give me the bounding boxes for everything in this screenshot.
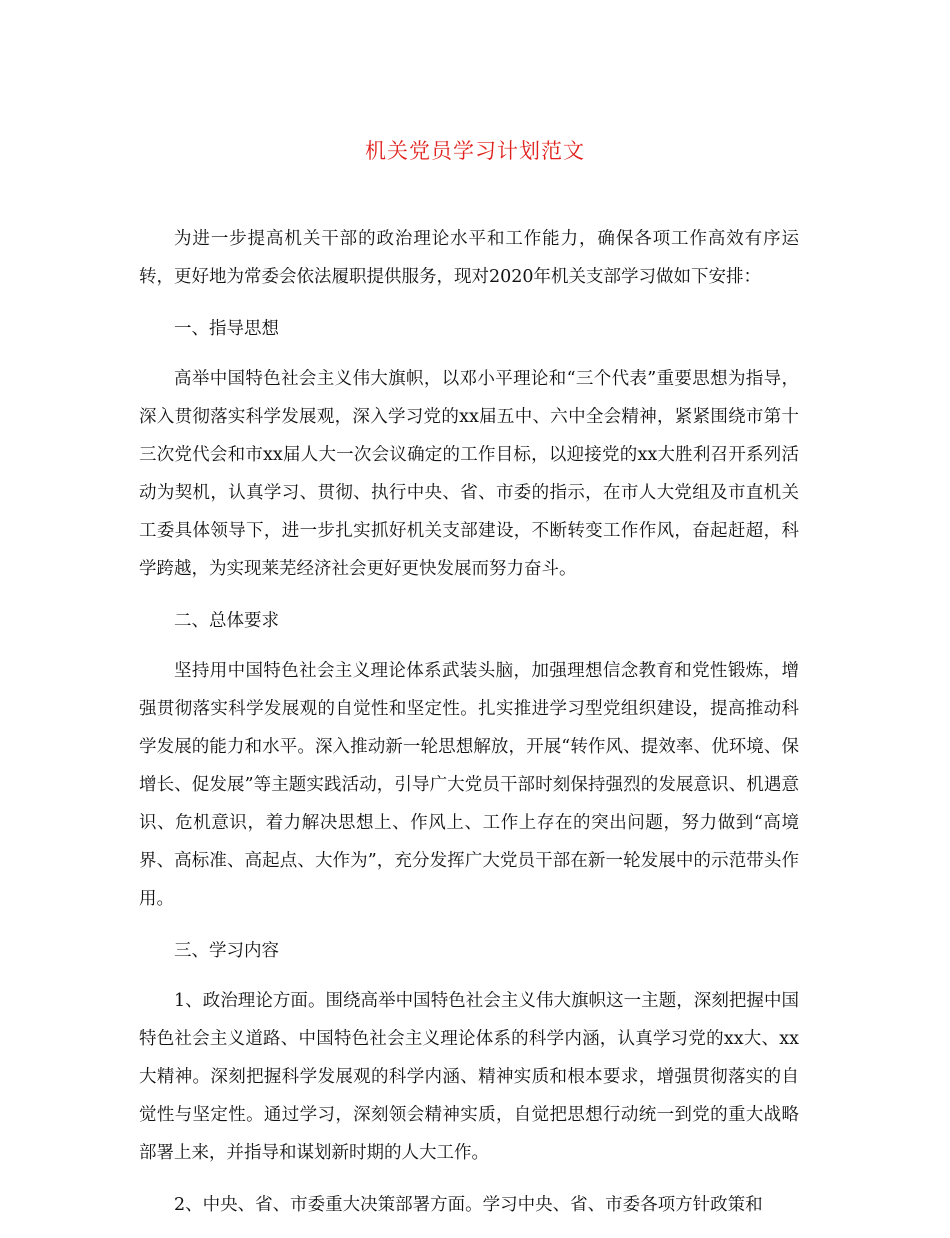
study-item-central-decisions: 2、中央、省、市委重大决策部署方面。学习中央、省、市委各项方针政策和 xyxy=(174,1195,763,1215)
intro-paragraph: 为进一步提高机关干部的政治理论水平和工作能力，确保各项工作高效有序运转，更好地为常委会依法履职提供服务，现对2020年机关支部学习做如下安排： xyxy=(139,229,799,287)
study-item-political-theory: 1、政治理论方面。围绕高举中国特色社会主义伟大旗帜这一主题，深刻把握中国特色社会主义道路、中国特色社会主义理论体系的科学内涵，认真学习党的xx大、xx大精神。深刻把握科学发展观的科学内涵、精神实质和根本要求，增强贯彻落实的自觉性与坚定性。通过学习，深刻领会精神实质，自觉把思想行动统一到党的重大战略部署上来，并指导和谋划新时期的人大工作。 xyxy=(139,991,799,1163)
document-title: 机关党员学习计划范文 xyxy=(365,139,585,163)
section-heading-study-content: 三、学习内容 xyxy=(174,941,279,961)
section-heading-general-requirements: 二、总体要求 xyxy=(174,611,279,631)
section-paragraph-general-requirements: 坚持用中国特色社会主义理论体系武装头脑，加强理想信念教育和党性锻炼，增强贯彻落实科学发展观的自觉性和坚定性。扎实推进学习型党组织建设，提高推动科学发展的能力和水平。深入推动新一轮思想解放，开展“转作风、提效率、优环境、保增长、促发展”等主题实践活动，引导广大党员干部时刻保持强烈的发展意识、机遇意识、危机意识，着力解决思想上、作风上、工作上存在的突出问题，努力做到“高境界、高标准、高起点、大作为”，充分发挥广大党员干部在新一轮发展中的示范带头作用。 xyxy=(139,661,799,909)
section-paragraph-guiding-ideology: 高举中国特色社会主义伟大旗帜，以邓小平理论和“三个代表”重要思想为指导，深入贯彻落实科学发展观，深入学习党的xx届五中、六中全会精神，紧紧围绕市第十三次党代会和市xx届人大一次会议确定的工作目标，以迎接党的xx大胜利召开系列活动为契机，认真学习、贯彻、执行中央、省、市委的指示，在市人大党组及市直机关工委具体领导下，进一步扎实抓好机关支部建设，不断转变工作作风，奋起赶超，科学跨越，为实现莱芜经济社会更好更快发展而努力奋斗。 xyxy=(139,369,799,579)
section-heading-guiding-ideology: 一、指导思想 xyxy=(174,319,279,339)
document-body xyxy=(139,220,799,1238)
